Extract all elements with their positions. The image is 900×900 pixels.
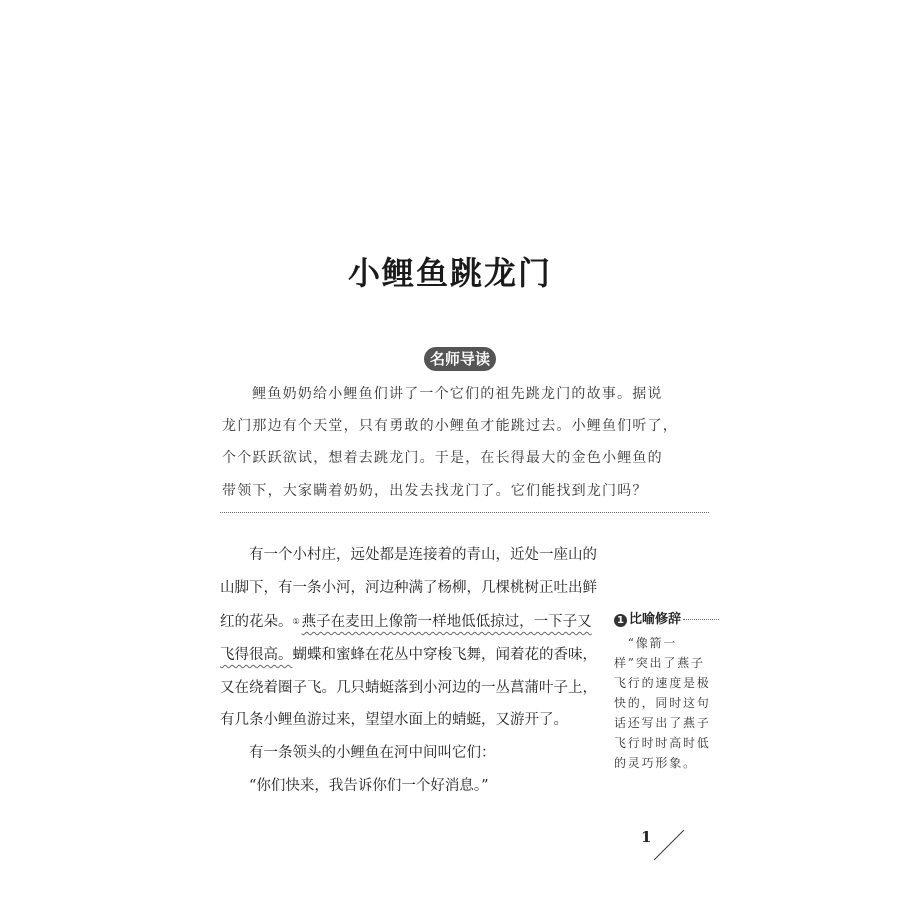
body-line: 有几条小鲤鱼游过来，望望水面上的蜻蜓，又游开了。: [220, 712, 568, 728]
text: 蝴蝶和蜜蜂在花丛中穿梭飞舞，闻着花的香味，: [292, 647, 597, 663]
body-line: 山脚下，有一条小河，河边种满了杨柳，几棵桃树正吐出鲜: [220, 580, 597, 596]
note-line: 快的，同时这句: [614, 696, 711, 710]
note-line: 的灵巧形象。: [614, 756, 697, 770]
page-number-slash: [652, 828, 688, 862]
body-line: [220, 613, 592, 631]
note-line: 样”突出了燕子: [614, 656, 705, 670]
guide-line: 龙门那边有个天堂，只有勇敢的小鲤鱼才能跳过去。小鲤鱼们听了，: [222, 418, 678, 434]
body-line: [220, 646, 597, 664]
body-line: 有一条领头的小鲤鱼在河中间叫它们：: [220, 745, 496, 761]
guide-badge: 名师导读: [424, 347, 496, 371]
page-number: 1: [641, 828, 652, 846]
guide-line: 鲤鱼奶奶给小鲤鱼们讲了一个它们的祖先跳龙门的故事。据说: [237, 386, 663, 402]
page-title: 小鲤鱼跳龙门: [347, 254, 552, 292]
text: 红的花朵。: [220, 614, 293, 630]
annotated-text: 燕子在麦田上像箭一样地低低掠过，一下子又: [301, 614, 592, 630]
note-heading-text: 比喻修辞: [629, 612, 682, 627]
dotted-leader: [683, 619, 719, 620]
body-line: 又在绕着圈子飞。几只蜻蜓落到小河边的一丛菖蒲叶子上，: [220, 680, 597, 696]
divider: [220, 512, 709, 513]
annotation-marker: ①: [292, 617, 300, 626]
annotated-text: 飞得很高。: [220, 647, 293, 663]
guide-line: 带领下，大家瞒着奶奶，出发去找龙门了。它们能找到龙门吗？: [222, 483, 648, 499]
body-line: 有一个小村庄，远处都是连接着的青山，近处一座山的: [220, 547, 597, 563]
note-line: “像箭一: [614, 636, 678, 650]
side-note-heading: [614, 612, 719, 628]
body-line: “你们快来，我告诉你们一个好消息。”: [220, 778, 489, 794]
note-number-icon: 1: [614, 614, 627, 627]
note-line: 飞行时时高时低: [614, 736, 711, 750]
guide-line: 个个跃跃欲试，想着去跳龙门。于是，在长得最大的金色小鲤鱼的: [222, 450, 663, 466]
note-line: 飞行的速度是极: [614, 676, 711, 690]
note-line: 话还写出了燕子: [614, 716, 711, 730]
